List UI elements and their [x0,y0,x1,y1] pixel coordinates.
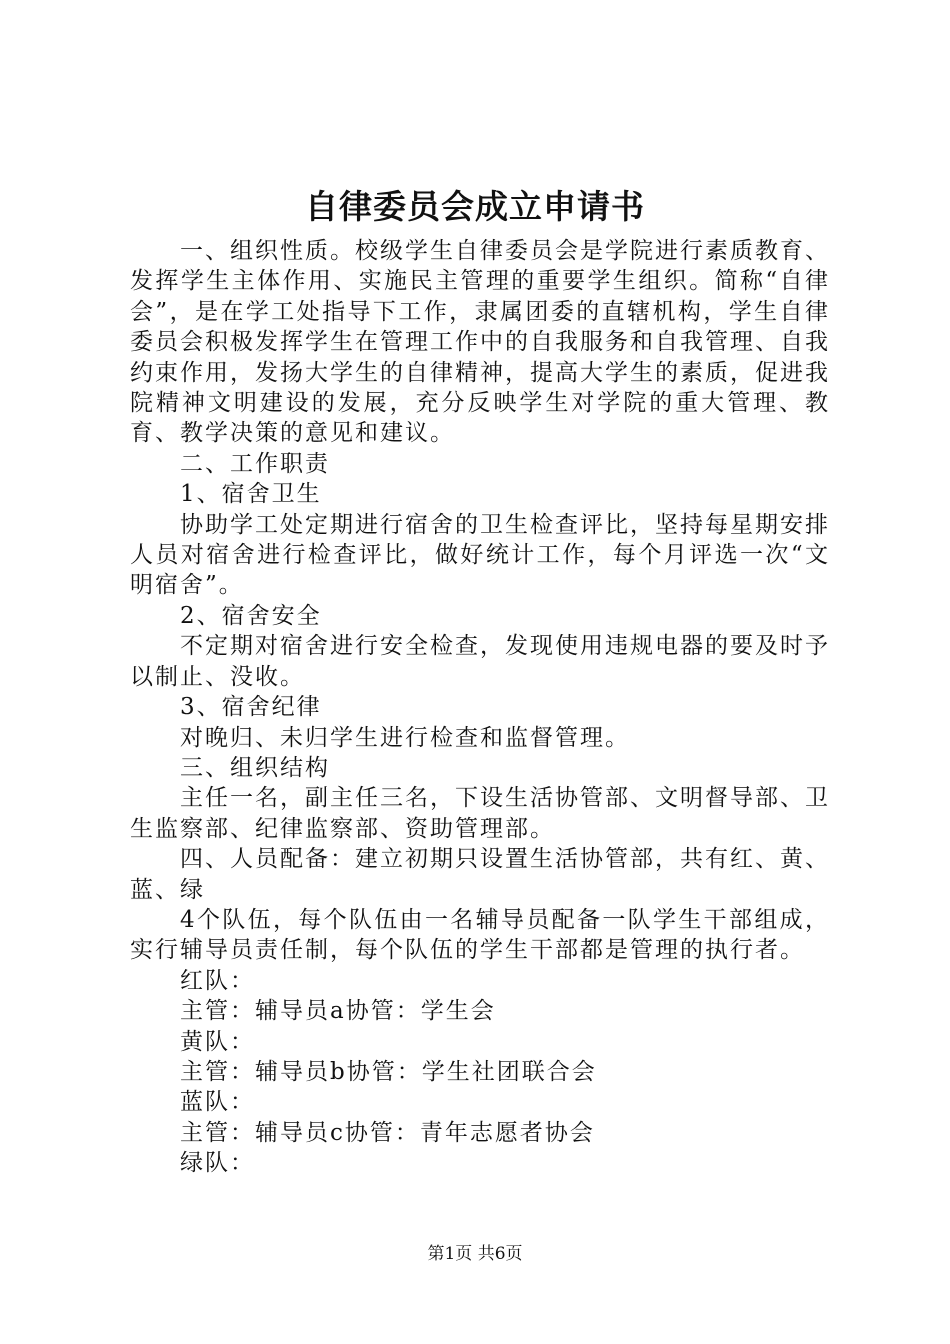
blue-team-supervisors: 主管：辅导员c协管：青年志愿者协会 [180,1119,595,1146]
paragraph-dorm-discipline: 对晚归、未归学生进行检查和监督管理。 [180,724,630,751]
document-title: 自律委员会成立申请书 [305,187,645,226]
label-yellow-team: 黄队： [180,1028,255,1055]
paragraph-dorm-safety: 不定期对宿舍进行安全检查，发现使用违规电器的要及时予以制止、没收。 [130,633,830,690]
paragraph-organization-nature: 一、组织性质。校级学生自律委员会是学院进行素质教育、发挥学生主体作用、实施民主管理的重要学生组织。简称“自律会”，是在学工处指导下工作，隶属团委的直辖机构，学生自律委员会积极发挥学生在管理工作中的自我服务和自我管理、自我约束作用，发扬大学生的自律精神，提高大学生的素质，促进我院精神文明建设的发展，充分反映学生对学院的重大管理、教育、教学决策的意见和建议。 [130,238,830,447]
document-body [130,236,830,1179]
label-green-team: 绿队： [180,1150,255,1177]
paragraph-staffing: 四、人员配备：建立初期只设置生活协管部，共有红、黄、蓝、绿 [130,846,830,903]
heading-org-structure: 三、组织结构 [180,754,330,781]
heading-dorm-safety: 2、宿舍安全 [180,602,322,629]
label-red-team: 红队： [180,967,255,994]
paragraph-team-composition: 4个队伍，每个队伍由一名辅导员配备一队学生干部组成，实行辅导员责任制，每个队伍的学生干部都是管理的执行者。 [130,906,830,964]
heading-work-duties: 二、工作职责 [180,450,330,477]
heading-dorm-hygiene: 1、宿舍卫生 [180,481,322,508]
paragraph-org-structure: 主任一名，副主任三名，下设生活协管部、文明督导部、卫生监察部、纪律监察部、资助管理部。 [130,785,830,842]
paragraph-dorm-hygiene: 协助学工处定期进行宿舍的卫生检查评比，坚持每星期安排人员对宿舍进行检查评比，做好统计工作，每个月评选一次“文明宿舍”。 [130,511,830,599]
page-indicator: 第1页 共6页 [427,1244,523,1264]
red-team-supervisors: 主管：辅导员a协管：学生会 [180,998,496,1025]
heading-dorm-discipline: 3、宿舍纪律 [180,694,322,721]
label-blue-team: 蓝队： [180,1089,255,1116]
yellow-team-supervisors: 主管：辅导员b协管：学生社团联合会 [180,1058,597,1085]
